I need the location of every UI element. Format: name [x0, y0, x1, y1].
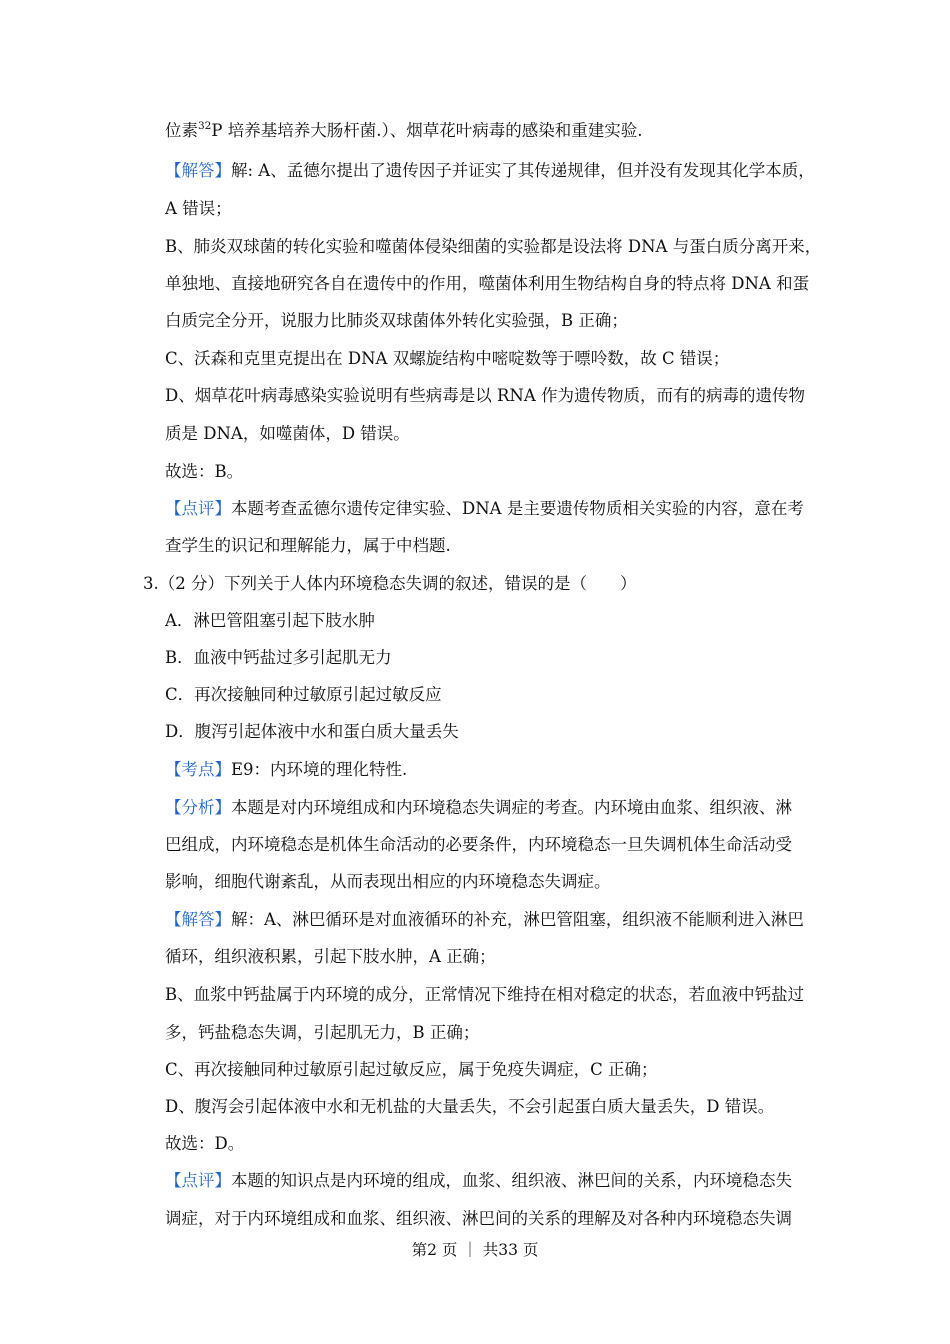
option-a: A．淋巴管阻塞引起下肢水肿	[165, 611, 375, 630]
text-line: B、血浆中钙盐属于内环境的成分，正常情况下维持在相对稳定的状态，若血液中钙盐过	[165, 985, 805, 1004]
page-footer: 第2 页 ｜ 共33 页	[411, 1241, 539, 1259]
comment-text: 本题的知识点是内环境的组成，血浆、组织液、淋巴间的关系，内环境稳态失	[231, 1171, 792, 1190]
answer-tag: 【解答】	[165, 161, 231, 180]
text-line: 多，钙盐稳态失调，引起肌无力，B 正确；	[165, 1023, 480, 1042]
isotope-superscript: 32	[198, 120, 212, 132]
text-fragment: 位素	[165, 121, 198, 140]
text-line: D、烟草花叶病毒感染实验说明有些病毒是以 RNA 作为遗传物质，而有的病毒的遗传物	[165, 386, 805, 405]
text-line: C、再次接触同种过敏原引起过敏反应，属于免疫失调症，C 正确；	[165, 1060, 658, 1079]
text-line: 巴组成，内环境稳态是机体生命活动的必要条件，内环境稳态一旦失调机体生命活动受	[165, 835, 792, 854]
answer-line	[165, 161, 815, 180]
text-line: 白质完全分开，说服力比肺炎双球菌体外转化实验强，B 正确；	[165, 311, 628, 330]
text-line: 质是 DNA，如噬菌体，D 错误。	[165, 424, 410, 443]
comment-tag: 【点评】	[165, 1171, 231, 1190]
text-fragment: P 培养基培养大肠杆菌.）、烟草花叶病毒的感染和重建实验.	[211, 121, 643, 140]
text-line: 单独地、直接地研究各自在遗传中的作用，噬菌体利用生物结构自身的特点将 DNA 和蛋	[165, 274, 810, 293]
knowledge-point-text: E9：内环境的理化特性.	[231, 760, 408, 779]
text-line	[165, 120, 810, 140]
knowledge-point-line	[165, 762, 810, 779]
comment-line	[165, 1173, 810, 1190]
answer-text: 解: A、孟德尔提出了遗传因子并证实了其传递规律，但并没有发现其化学本质，	[231, 161, 815, 180]
text-line: C、沃森和克里克提出在 DNA 双螺旋结构中嘧啶数等于嘌呤数，故 C 错误；	[165, 349, 730, 368]
analysis-line	[165, 800, 810, 817]
comment-line	[165, 501, 810, 518]
text-line: 循环，组织液积累，引起下肢水肿，A 正确；	[165, 947, 496, 966]
answer-tag: 【解答】	[165, 910, 231, 929]
comment-tag: 【点评】	[165, 499, 231, 518]
option-b: B．血液中钙盐过多引起肌无力	[165, 648, 392, 667]
text-line: 调症，对于内环境组成和血浆、组织液、淋巴间的关系的理解及对各种内环境稳态失调	[165, 1209, 792, 1228]
option-d: D．腹泻引起体液中水和蛋白质大量丢失	[165, 722, 459, 741]
text-line: 故选：B。	[165, 462, 244, 481]
answer-line	[165, 912, 810, 929]
option-c: C．再次接触同种过敏原引起过敏反应	[165, 685, 442, 704]
text-line: D、腹泻会引起体液中水和无机盐的大量丢失，不会引起蛋白质大量丢失，D 错误。	[165, 1097, 775, 1116]
text-line: A 错误；	[165, 199, 232, 218]
text-line: B、肺炎双球菌的转化实验和噬菌体侵染细菌的实验都是设法将 DNA 与蛋白质分离开来，	[165, 237, 822, 256]
analysis-tag: 【分析】	[165, 798, 231, 817]
comment-text: 本题考查孟德尔遗传定律实验、DNA 是主要遗传物质相关实验的内容，意在考	[231, 499, 804, 518]
answer-text: 解：A、淋巴循环是对血液循环的补充，淋巴管阻塞，组织液不能顺利进入淋巴	[231, 910, 804, 929]
text-line: 影响，细胞代谢紊乱，从而表现出相应的内环境稳态失调症。	[165, 872, 611, 891]
knowledge-point-tag: 【考点】	[165, 760, 231, 779]
text-line: 查学生的识记和理解能力，属于中档题.	[165, 536, 451, 555]
text-line: 故选：D。	[165, 1134, 245, 1153]
question-stem: 3.（2 分）下列关于人体内环境稳态失调的叙述，错误的是（ ）	[143, 574, 637, 593]
analysis-text: 本题是对内环境组成和内环境稳态失调症的考查。内环境由血浆、组织液、淋	[231, 798, 792, 817]
